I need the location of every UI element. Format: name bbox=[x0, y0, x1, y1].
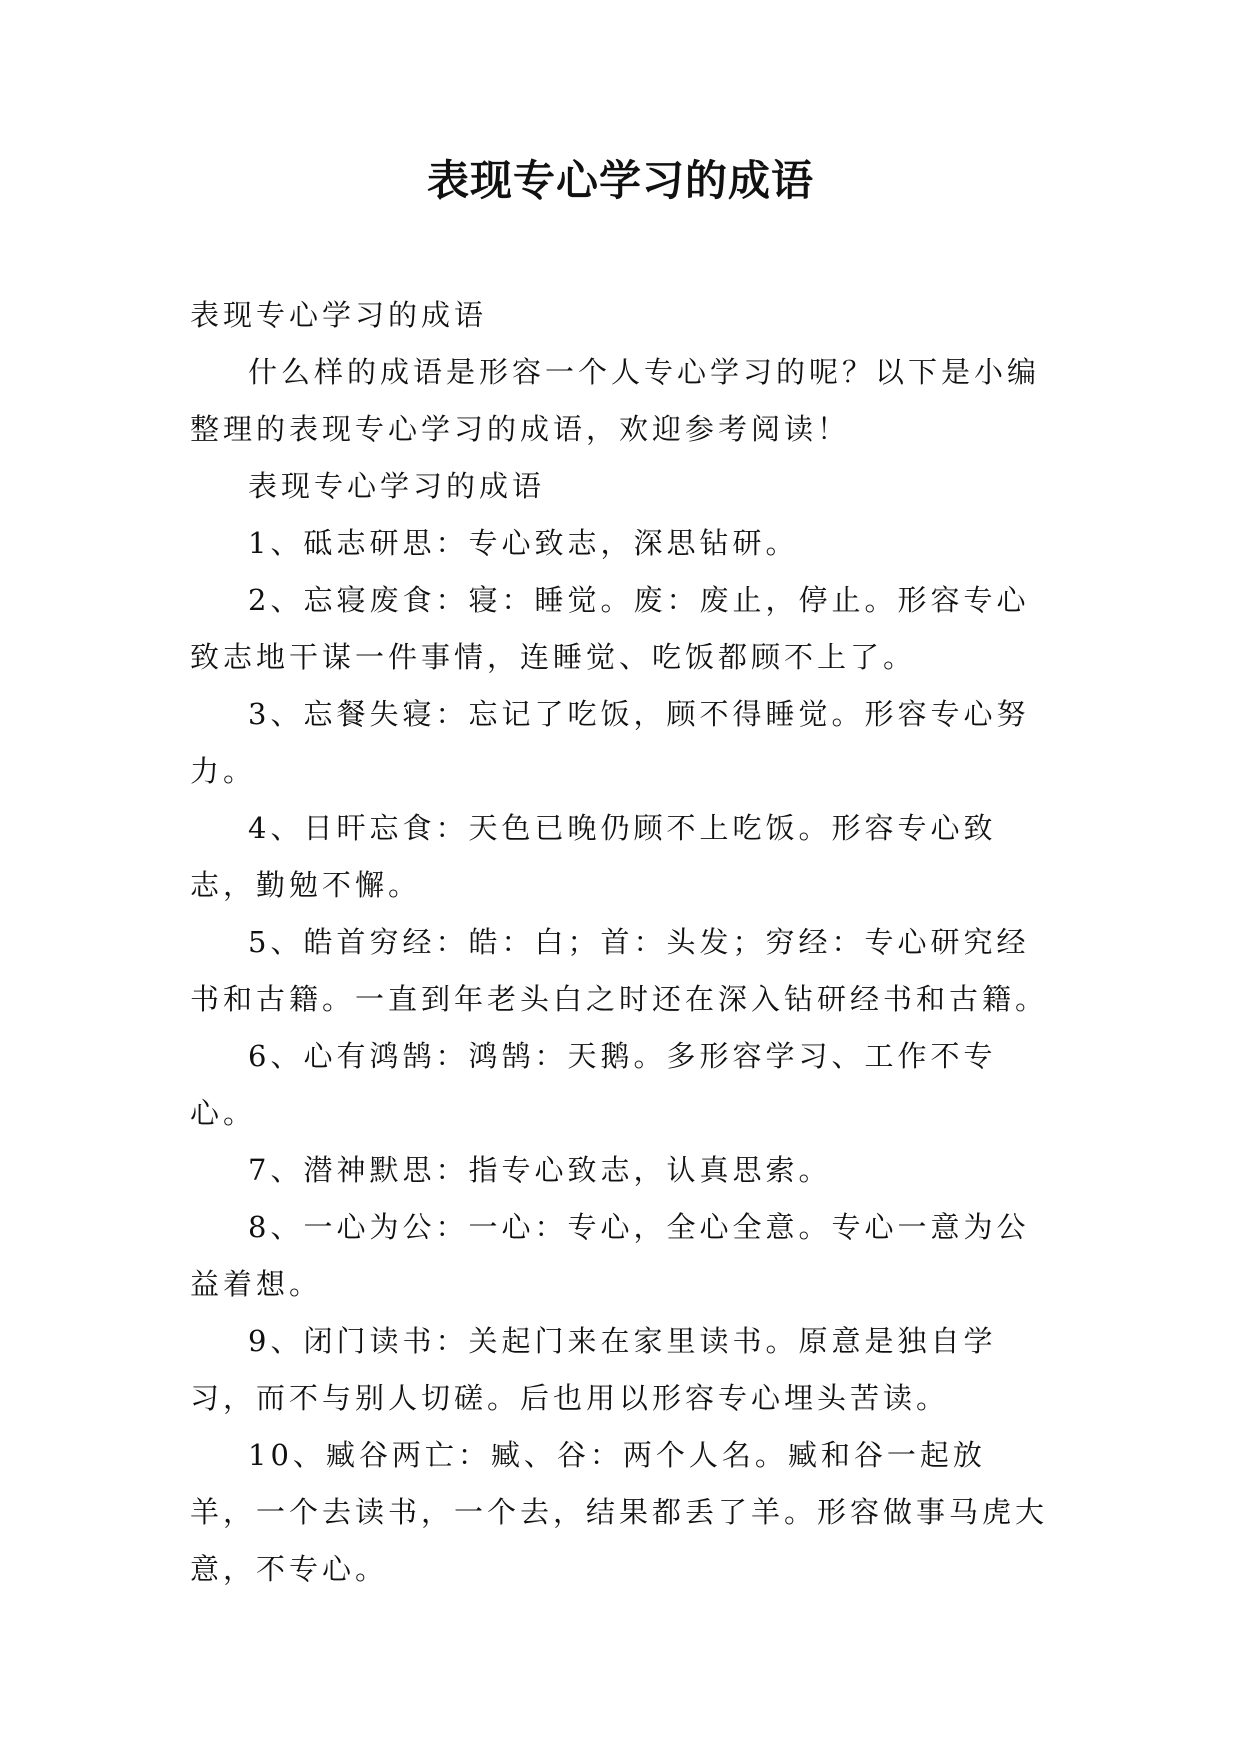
idiom-item: 5、皓首穷经：皓：白；首：头发；穷经：专心研究经书和古籍。一直到年老头白之时还在深入钻研经书和古籍。 bbox=[190, 925, 1049, 1016]
idiom-item: 10、臧谷两亡：臧、谷：两个人名。臧和谷一起放羊，一个去读书，一个去，结果都丢了羊。形容做事马虎大意，不专心。 bbox=[190, 1438, 1049, 1586]
list-heading: 表现专心学习的成语 bbox=[248, 469, 546, 503]
document-body bbox=[190, 287, 1050, 1598]
document-title: 表现专心学习的成语 bbox=[426, 156, 814, 205]
idiom-item: 6、心有鸿鹄：鸿鹄：天鹅。多形容学习、工作不专心。 bbox=[190, 1039, 997, 1130]
idiom-item: 9、闭门读书：关起门来在家里读书。原意是独自学习，而不与别人切磋。后也用以形容专心埋头苦读。 bbox=[190, 1324, 997, 1415]
idiom-item: 4、日旰忘食：天色已晚仍顾不上吃饭。形容专心致志，勤勉不懈。 bbox=[190, 811, 997, 902]
intro-paragraph: 什么样的成语是形容一个人专心学习的呢？以下是小编整理的表现专心学习的成语，欢迎参考阅读！ bbox=[190, 355, 1041, 446]
idiom-item: 2、忘寝废食：寝：睡觉。废：废止，停止。形容专心致志地干谋一件事情，连睡觉、吃饭都顾不上了。 bbox=[190, 583, 1030, 674]
idiom-item: 3、忘餐失寝：忘记了吃饭，顾不得睡觉。形容专心努力。 bbox=[190, 697, 1030, 788]
idiom-item: 1、砥志研思：专心致志，深思钻研。 bbox=[248, 526, 799, 560]
idiom-item: 8、一心为公：一心：专心，全心全意。专心一意为公益着想。 bbox=[190, 1210, 1030, 1301]
idiom-item: 7、潜神默思：指专心致志，认真思索。 bbox=[248, 1153, 832, 1187]
section-heading: 表现专心学习的成语 bbox=[190, 298, 488, 332]
